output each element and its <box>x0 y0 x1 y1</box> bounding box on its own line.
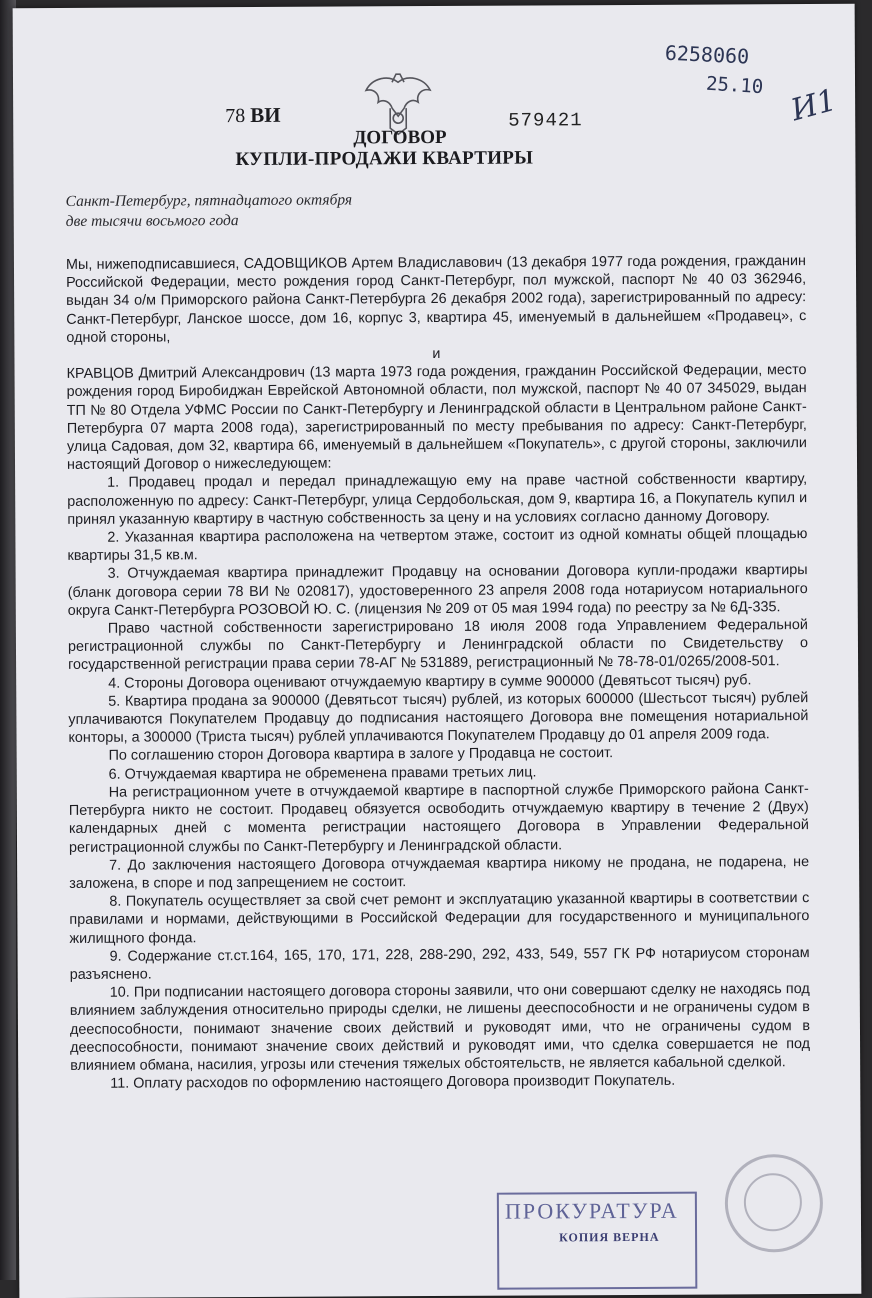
conjunction: и <box>432 345 441 363</box>
contract-body <box>66 252 810 1093</box>
clause-10: 10. При подписании настоящего договора стороны заявили, что они совершают сделку не находясь под влиянием заблуждения относительно природы сделки, не лишены дееспособности и не ограничены судом в дееспособности, понимают значение своих действий и руководят ими, что не ограничены судом в дееспособности, понимают значение своих действий и руководят ими, что сделка совершается не под влиянием обмана, насилия, угрозы или стечения тяжелых обстоятельств, не является кабальной сделкой. <box>69 981 811 1074</box>
handwritten-number: 6258060 <box>664 40 750 69</box>
document-subtitle: КУПЛИ-ПРОДАЖИ КВАРТИРЫ <box>235 147 534 171</box>
date-line: две тысячи восьмого года <box>65 212 239 230</box>
blank-number: 579421 <box>508 109 583 132</box>
blank-series: 78 ВИ <box>225 102 281 128</box>
place-line: Санкт-Петербург, пятнадцатого октября <box>65 191 353 210</box>
round-seal-icon <box>725 1154 824 1253</box>
clause-6-registration: На регистрационном учете в отчуждаемой квартире в паспортной службе Приморского района Санкт-Петербурга никто не состоит. Продавец обязуется освободить отчуждаемую квартиру в течение 2 (Двух) календарных дней с момента регистрации настоящего Договора в Управлении Федеральной регистрационной службы по Санкт-Петербургу и Ленинградской области. <box>68 780 809 856</box>
clause-11: 11. Оплату расходов по оформлению настоящего Договора производит Покупатель. <box>110 1072 676 1092</box>
stamp-title: ПРОКУРАТУРА <box>504 1197 679 1224</box>
clause-4: 4. Стороны Договора оценивают отчуждаемую квартиру в сумме 900000 (Девятьсот тысяч) руб. <box>108 672 752 692</box>
seller-paragraph: Мы, нижеподписавшиеся, САДОВЩИКОВ Артем Владиславович (13 декабря 1977 года рождения, гражданин Российской Федерации, место рождения город Санкт-Петербург, пол мужской, паспорт № 40 03 362946, выдан 34 о/м Приморского района Санкт-Петербурга 26 декабря 2002 года), зарегистрированный по адресу: Санкт-Петербург, Ланское шоссе, дом 16, корпус 3, квартира 45, именуемый в дальнейшем «Продавец», с одной стороны, <box>65 253 807 346</box>
handwritten-mark: И1 <box>787 82 841 129</box>
stamp-subtitle: КОПИЯ ВЕРНА <box>559 1229 660 1245</box>
clause-6: 6. Отчуждаемая квартира не обременена правами третьих лиц. <box>108 764 537 783</box>
prosecutor-stamp <box>497 1192 698 1290</box>
clause-5-pledge: По соглашению сторон Договора квартира в залоге у Продавца не состоит. <box>108 745 614 765</box>
clause-9: 9. Содержание ст.ст.164, 165, 170, 171, 228, 288-290, 292, 433, 549, 557 ГК РФ нотариусом сторонам разъяснено. <box>69 944 810 983</box>
clause-3: 3. Отчуждаемая квартира принадлежит Продавцу на основании Договора купли-продажи квартиры (бланк договора серии 78 ВИ № 020817), удостоверенного 23 апреля 2008 года нотариусом нотариального округа Санкт-Петербурга РОЗОВОЙ Ю. С. (лицензия № 209 от 05 мая 1994 года) по реестру за № 6Д-335. <box>67 562 808 619</box>
clause-3-registration: Право частной собственности зарегистрировано 18 июля 2008 года Управлением Федеральной регистрационной службы по Санкт-Петербургу и Ленинградской области по Свидетельству о государственной регистрации права серии 78-АГ № 531889, регистрационный № 78-78-01/0265/2008-501. <box>67 617 809 674</box>
document-title: ДОГОВОР <box>353 126 447 149</box>
place-and-date <box>66 190 353 231</box>
handwritten-date: 25.10 <box>705 72 764 99</box>
clause-1: 1. Продавец продал и передал принадлежащую ему на праве частной собственности квартиру, расположенную по адресу: Санкт-Петербург, улица Сердобольская, дом 9, квартира 16, а Покупатель купил и принял указанную квартиру в частную собственность за цену и на условиях согласно данному Договору. <box>67 471 808 528</box>
buyer-paragraph: КРАВЦОВ Дмитрий Александрович (13 марта 1973 года рождения, гражданин Российской Федерации, место рождения город Биробиджан Еврейской Автономной области, пол мужской, паспорт № 40 07 345029, выдан ТП № 80 Отдела УФМС России по Санкт-Петербургу и Ленинградской области в Центральном районе Санкт-Петербурга 07 марта 2008 года), зарегистрированный по месту пребывания по адресу: Санкт-Петербург, улица Садовая, дом 32, квартира 66, именуемый в дальнейшем «Покупатель», с другой стороны, заключили настоящий Договор о нижеследующем: <box>66 362 807 474</box>
clause-5: 5. Квартира продана за 900000 (Девятьсот тысяч) рублей, из которых 600000 (Шестьсот тысяч) рублей уплачиваются Покупателем Продавцу до подписания настоящего Договора вне помещения нотариальной конторы, а 300000 (Триста тысяч) рублей уплачиваются Покупателем Продавцу до 01 апреля 2009 года. <box>68 689 809 747</box>
document-page <box>13 4 862 1298</box>
clause-2: 2. Указанная квартира расположена на четвертом этаже, состоит из одной комнаты общей площадью квартиры 31,5 кв.м. <box>67 526 808 565</box>
clause-7: 7. До заключения настоящего Договора отчуждаемая квартира никому не продана, не подарена, не заложена, в споре и под запрещением не состоит. <box>69 853 810 892</box>
clause-8: 8. Покупатель осуществляет за свой счет ремонт и эксплуатацию указанной квартиры в соответствии с правилами и нормами, действующими в Российской Федерации для государственного и муниципального жилищного фонда. <box>69 890 810 947</box>
